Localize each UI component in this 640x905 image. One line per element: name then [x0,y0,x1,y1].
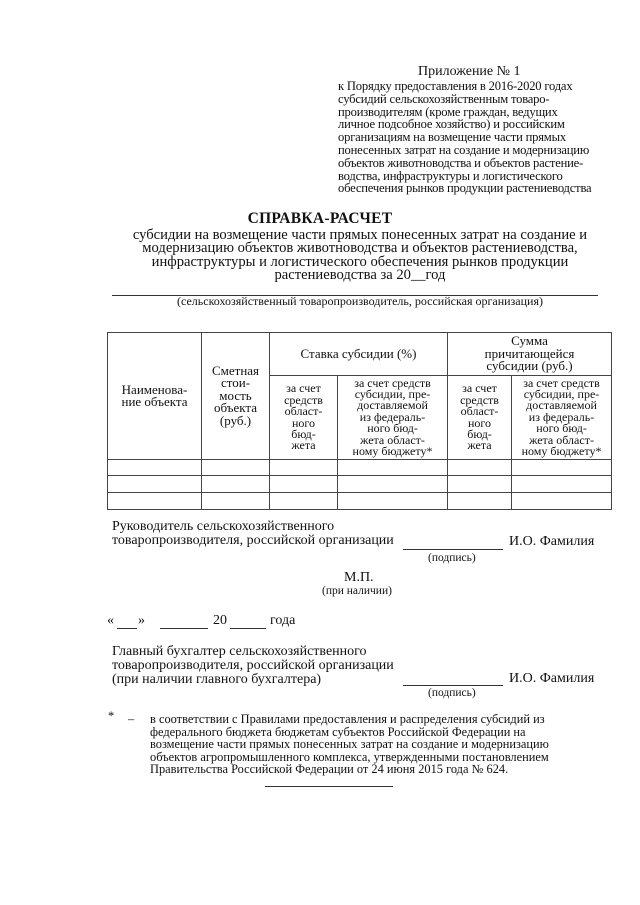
appendix-line: производителям (кроме граждан, ведущих [338,104,558,119]
date-year-suffix: года [270,613,296,628]
header-estimated-cost: Сметная стои- мость объекта (руб.) [202,333,270,460]
stamp-label: М.П. [344,570,374,585]
subtitle-line: инфраструктуры и логистического обеспечения рынков продукции [151,253,569,270]
subtitle-line: субсидии на возмещение части прямых понесенных затрат на создание и [132,227,588,243]
footnote-marker: * [108,709,115,723]
table-cell[interactable] [512,476,612,493]
table-cell[interactable] [270,476,338,493]
footnote-dash: – [128,712,135,726]
table-cell[interactable] [512,460,612,476]
footnote-text [150,713,549,776]
table-cell[interactable] [512,493,612,510]
footnote-line: в соответствии с Правилами предоставления и распределения субсидий из [150,712,545,726]
table-cell[interactable] [108,476,202,493]
appendix-line: личное подсобное хозяйство) и российским [338,117,565,132]
head-name: И.О. Фамилия [509,534,595,549]
table-row [108,493,612,510]
table-row [108,460,612,476]
footnote-line: объектов агропромышленного комплекса, утвержденными постановлением [150,749,549,764]
closing-divider [265,786,393,787]
table-cell[interactable] [108,460,202,476]
accountant-label: Главный бухгалтер сельскохозяйственного товаропроизводителя, российской организации (при наличии главного бухгалтера) [112,644,394,687]
appendix-line: объектов животноводства и объектов растение- [338,155,584,170]
date-day-line[interactable] [117,628,137,629]
appendix-line: понесенных затрат на создание и модернизацию [338,142,590,157]
date-month-line[interactable] [160,628,208,629]
footnote-line: возмещение части прямых понесенных затрат на создание и модернизацию [150,737,549,752]
header-subsidy-sum: Сумма причитающейся субсидии (руб.) [448,333,612,376]
appendix-line: водства, инфраструктуры и логистического [338,168,563,183]
document-title: СПРАВКА-РАСЧЕТ [247,210,393,227]
footnote-line: федерального бюджета бюджетам субъектов Российской Федерации на [150,724,526,739]
appendix-line: обеспечения рынков продукции растениеводства [338,181,592,196]
table-cell[interactable] [448,460,512,476]
table-cell[interactable] [202,476,270,493]
organization-caption: (сельскохозяйственный товаропроизводитель, российская организация) [177,294,543,308]
footnote-line: Правительства Российской Федерации от 24 июня 2015 года № 624. [150,762,509,777]
accountant-name: И.О. Фамилия [509,671,595,686]
table-cell[interactable] [270,493,338,510]
date-open-quote: « [107,613,114,628]
accountant-signature-caption: (подпись) [428,687,476,699]
header-sum-regional: за счет средств област- ного бюд- жета [448,376,512,460]
header-object-name: Наименова- ние объекта [108,333,202,460]
subtitle-line: растениеводства за 20__год [274,267,446,284]
table-cell[interactable] [338,476,448,493]
table-cell[interactable] [338,493,448,510]
table-cell[interactable] [202,493,270,510]
document-subtitle [100,229,620,283]
head-label: Руководитель сельскохозяйственного товаропроизводителя, российской организации [112,519,394,548]
head-signature-caption: (подпись) [428,552,476,564]
header-rate-federal: за счет средств субсидии, пре- доставляемой из федераль- ного бюд- жета област- ному бюджету* [338,376,448,460]
stamp-caption: (при наличии) [322,585,392,597]
head-signature-line[interactable] [403,549,503,550]
table-cell[interactable] [270,460,338,476]
appendix-line: к Порядку предоставления в 2016-2020 годах [338,79,573,93]
table-cell[interactable] [448,476,512,493]
appendix-line: организациям на возмещение части прямых [338,130,566,145]
header-subsidy-rate: Ставка субсидии (%) [270,333,448,376]
subtitle-line: модернизацию объектов животноводства и объектов растениеводства, [142,240,578,257]
calculation-table [107,332,612,510]
appendix-title: Приложение № 1 [418,64,521,79]
table-cell[interactable] [338,460,448,476]
table-cell[interactable] [202,460,270,476]
appendix-line: субсидий сельскохозяйственным товаро- [338,91,550,106]
accountant-signature-line[interactable] [403,685,503,686]
appendix-description [338,80,626,195]
date-close-quote: » [138,613,145,628]
table-cell[interactable] [108,493,202,510]
table-cell[interactable] [448,493,512,510]
date-year-prefix: 20 [213,613,227,628]
date-year-line[interactable] [230,628,266,629]
header-rate-regional: за счет средств област- ного бюд- жета [270,376,338,460]
table-row [108,476,612,493]
header-sum-federal: за счет средств субсидии, пре- доставляемой из федераль- ного бюд- жета област- ному бюджету* [512,376,612,460]
